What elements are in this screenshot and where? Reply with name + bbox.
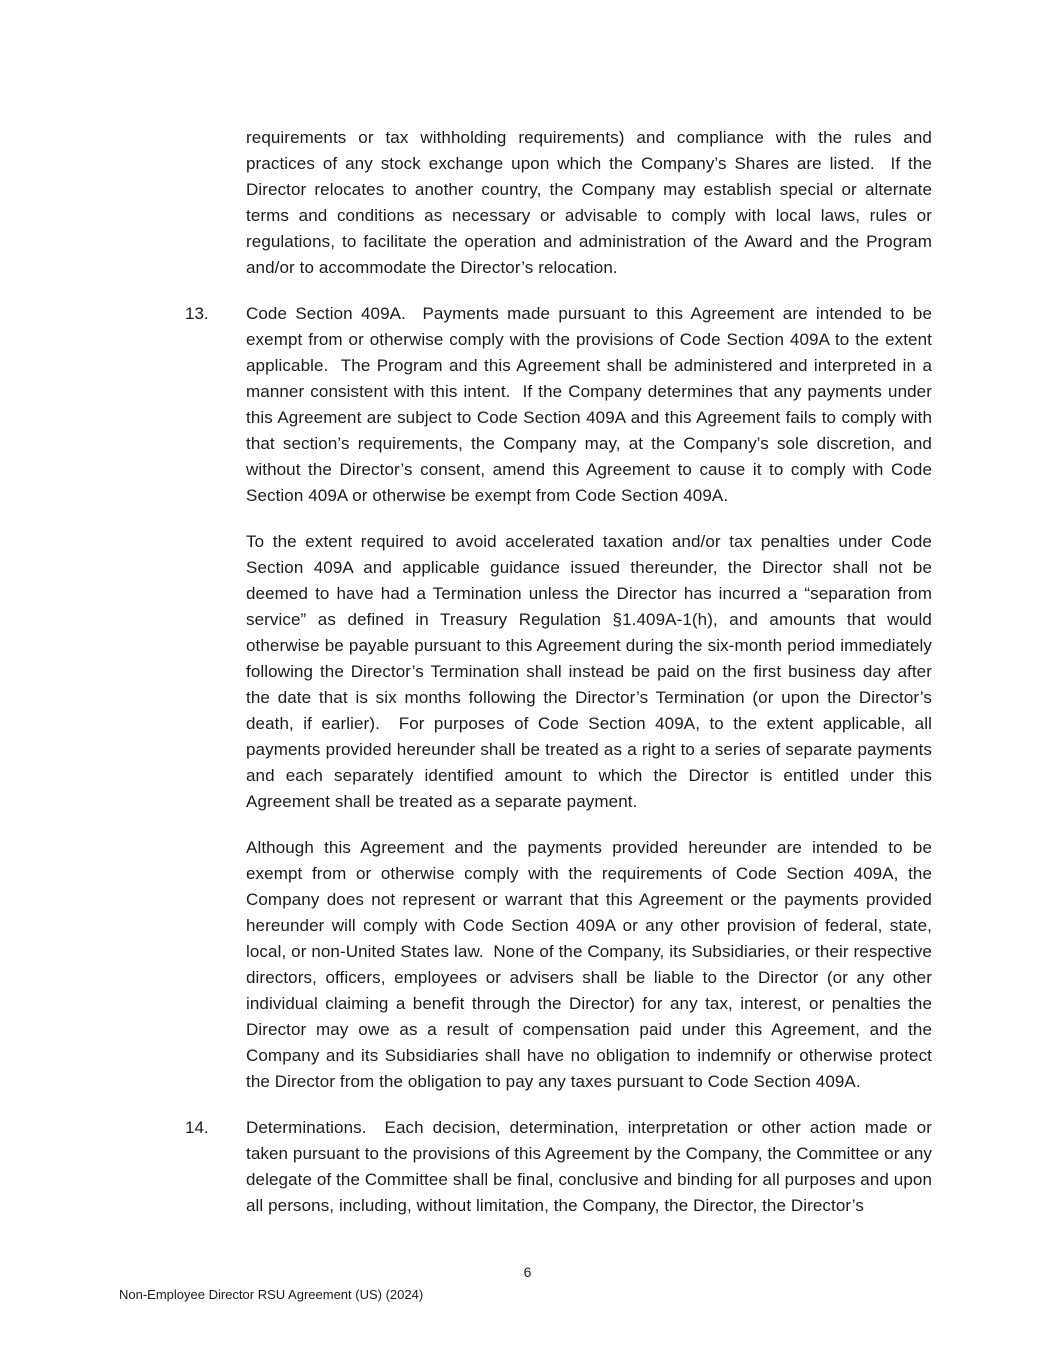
section-13-number: 13.: [185, 304, 209, 323]
page-number: 6: [523, 1264, 532, 1280]
section-13-paragraph-separation-from-service: To the extent required to avoid accelerated taxation and/or tax penalties under Code Section 409A and applicable guidance issued thereunder, the Director shall not be deemed to have had a Termination unless the Director has incurred a “separation from service” as defined in Treasury Regulation §1.409A-1(h), and amounts that would otherwise be payable pursuant to this Agreement during the six-month period immediately following the Director’s Termination shall instead be paid on the first business day after the date that is six months following the Director’s Termination (or upon the Director’s death, if earlier). For purposes of Code Section 409A, to the extent applicable, all payments provided hereunder shall be treated as a right to a series of separate payments and each separately identified amount to which the Director is entitled under this Agreement shall be treated as a separate payment.: [246, 532, 937, 811]
section-14-number: 14.: [185, 1118, 209, 1137]
section-13-paragraph-no-warranty: Although this Agreement and the payments provided hereunder are intended to be exempt from or otherwise comply with the requirements of Code Section 409A, the Company does not represent or warrant that this Agreement or the payments provided hereunder will comply with Code Section 409A or any other provision of federal, state, local, or non-United States law. None of the Company, its Subsidiaries, or their respective directors, officers, employees or advisers shall be liable to the Director (or any other individual claiming a benefit through the Director) for any tax, interest, or penalties the Director may owe as a result of compensation paid under this Agreement, and the Company and its Subsidiaries shall have no obligation to indemnify or otherwise protect the Director from the obligation to pay any taxes pursuant to Code Section 409A.: [246, 838, 937, 1091]
section-14-text: Determinations. Each decision, determination, interpretation or other action made or taken pursuant to the provisions of this Agreement by the Company, the Committee or any delegate of the Committee shall be final, conclusive and binding for all purposes and upon all persons, including, without limitation, the Company, the Director, the Director’s: [246, 1118, 937, 1215]
footer-document-label: Non-Employee Director RSU Agreement (US) (2024): [119, 1287, 424, 1302]
section-13-text: Code Section 409A. Payments made pursuant to this Agreement are intended to be exempt from or otherwise comply with the provisions of Code Section 409A to the extent applicable. The Program and this Agreement shall be administered and interpreted in a manner consistent with this intent. If the Company determines that any payments under this Agreement are subject to Code Section 409A and this Agreement fails to comply with that section’s requirements, the Company may, at the Company’s sole discretion, and without the Director’s consent, amend this Agreement to cause it to comply with Code Section 409A or otherwise be exempt from Code Section 409A.: [246, 304, 937, 505]
paragraph-relocation-continuation: requirements or tax withholding requirements) and compliance with the rules and practices of any stock exchange upon which the Company’s Shares are listed. If the Director relocates to another country, the Company may establish special or alternate terms and conditions as necessary or advisable to comply with local laws, rules or regulations, to facilitate the operation and administration of the Award and the Program and/or to accommodate the Director’s relocation.: [246, 128, 937, 277]
section-13: [185, 301, 937, 509]
section-14: [185, 1115, 937, 1219]
document-body: [185, 125, 937, 1239]
